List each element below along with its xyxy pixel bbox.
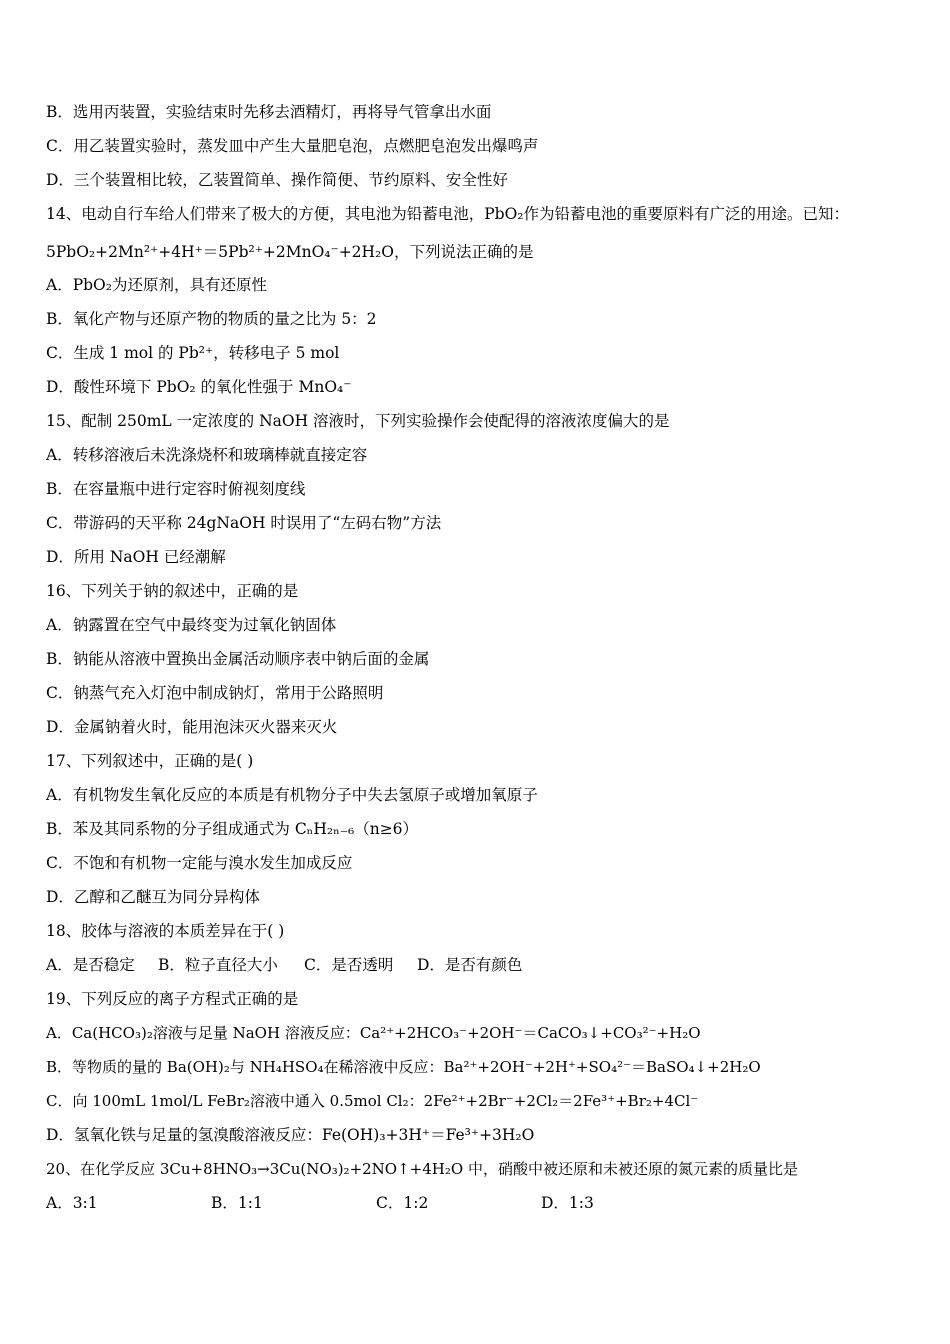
q18-option-d: D．是否有颜色 bbox=[417, 956, 523, 974]
q19-option-c: C．向 100mL 1mol/L FeBr₂溶液中通入 0.5mol Cl₂：2Fe²⁺+2Br⁻+2Cl₂＝2Fe³⁺+Br₂+4Cl⁻ bbox=[46, 1092, 699, 1110]
option-c-prev: C．用乙装置实验时，蒸发皿中产生大量肥皂泡，点燃肥皂泡发出爆鸣声 bbox=[46, 137, 539, 155]
q17-option-d: D．乙醇和乙醚互为同分异构体 bbox=[46, 888, 260, 906]
q15-option-a: A．转移溶液后未洗涤烧杯和玻璃棒就直接定容 bbox=[46, 446, 368, 464]
q15-option-b: B．在容量瓶中进行定容时俯视刻度线 bbox=[46, 480, 306, 498]
q16-option-d: D．金属钠着火时，能用泡沫灭火器来灭火 bbox=[46, 718, 338, 736]
q18-option-b: B．粒子直径大小 bbox=[158, 956, 278, 974]
q17-option-c: C．不饱和有机物一定能与溴水发生加成反应 bbox=[46, 854, 353, 872]
q20-option-d: D．1:3 bbox=[541, 1194, 594, 1212]
q18-option-c: C．是否透明 bbox=[304, 956, 394, 974]
question-15: 15、配制 250mL 一定浓度的 NaOH 溶液时，下列实验操作会使配得的溶液浓度偏大的是 bbox=[46, 412, 670, 430]
q18-options bbox=[46, 955, 522, 975]
q16-option-a: A．钠露置在空气中最终变为过氧化钠固体 bbox=[46, 616, 337, 634]
q14-option-d: D．酸性环境下 PbO₂ 的氧化性强于 MnO₄⁻ bbox=[46, 378, 352, 396]
q15-option-d: D．所用 NaOH 已经潮解 bbox=[46, 548, 226, 566]
question-16: 16、下列关于钠的叙述中，正确的是 bbox=[46, 582, 299, 600]
q20-option-a: A．3:1 bbox=[46, 1194, 98, 1212]
q15-option-c: C．带游码的天平称 24gNaOH 时误用了“左码右物”方法 bbox=[46, 514, 442, 532]
q14-option-b: B．氧化产物与还原产物的物质的量之比为 5：2 bbox=[46, 310, 377, 328]
question-17: 17、下列叙述中，正确的是( ) bbox=[46, 752, 254, 770]
q16-option-c: C．钠蒸气充入灯泡中制成钠灯，常用于公路照明 bbox=[46, 684, 384, 702]
q14-option-a: A．PbO₂为还原剂，具有还原性 bbox=[46, 276, 267, 294]
question-19: 19、下列反应的离子方程式正确的是 bbox=[46, 990, 299, 1008]
q17-option-b: B．苯及其同系物的分子组成通式为 CₙH₂ₙ₋₆（n≥6） bbox=[46, 820, 419, 838]
q17-option-a: A．有机物发生氧化反应的本质是有机物分子中失去氢原子或增加氧原子 bbox=[46, 786, 538, 804]
option-d-prev: D．三个装置相比较，乙装置简单、操作简便、节约原料、安全性好 bbox=[46, 171, 508, 189]
q14-option-c: C．生成 1 mol 的 Pb²⁺，转移电子 5 mol bbox=[46, 344, 340, 362]
q19-option-d: D．氢氧化铁与足量的氢溴酸溶液反应：Fe(OH)₃+3H⁺＝Fe³⁺+3H₂O bbox=[46, 1126, 535, 1144]
q18-option-a: A．是否稳定 bbox=[46, 956, 135, 974]
question-14-equation: 5PbO₂+2Mn²⁺+4H⁺＝5Pb²⁺+2MnO₄⁻+2H₂O，下列说法正确的是 bbox=[46, 243, 534, 261]
q16-option-b: B．钠能从溶液中置换出金属活动顺序表中钠后面的金属 bbox=[46, 650, 430, 668]
q20-option-b: B．1:1 bbox=[211, 1194, 263, 1212]
q20-options bbox=[46, 1193, 594, 1213]
question-18: 18、胶体与溶液的本质差异在于( ) bbox=[46, 922, 285, 940]
question-20: 20、在化学反应 3Cu+8HNO₃→3Cu(NO₃)₂+2NO↑+4H₂O 中，硝酸中被还原和未被还原的氮元素的质量比是 bbox=[46, 1160, 798, 1178]
q19-option-a: A．Ca(HCO₃)₂溶液与足量 NaOH 溶液反应：Ca²⁺+2HCO₃⁻+2OH⁻＝CaCO₃↓+CO₃²⁻+H₂O bbox=[46, 1024, 701, 1042]
q19-option-b: B．等物质的量的 Ba(OH)₂与 NH₄HSO₄在稀溶液中反应：Ba²⁺+2OH⁻+2H⁺+SO₄²⁻＝BaSO₄↓+2H₂O bbox=[46, 1058, 761, 1076]
option-b-prev: B．选用丙装置，实验结束时先移去酒精灯，再将导气管拿出水面 bbox=[46, 103, 492, 121]
q20-option-c: C．1:2 bbox=[376, 1194, 429, 1212]
question-14: 14、电动自行车给人们带来了极大的方便，其电池为铅蓄电池，PbO₂作为铅蓄电池的重要原料有广泛的用途。已知： bbox=[46, 205, 849, 223]
